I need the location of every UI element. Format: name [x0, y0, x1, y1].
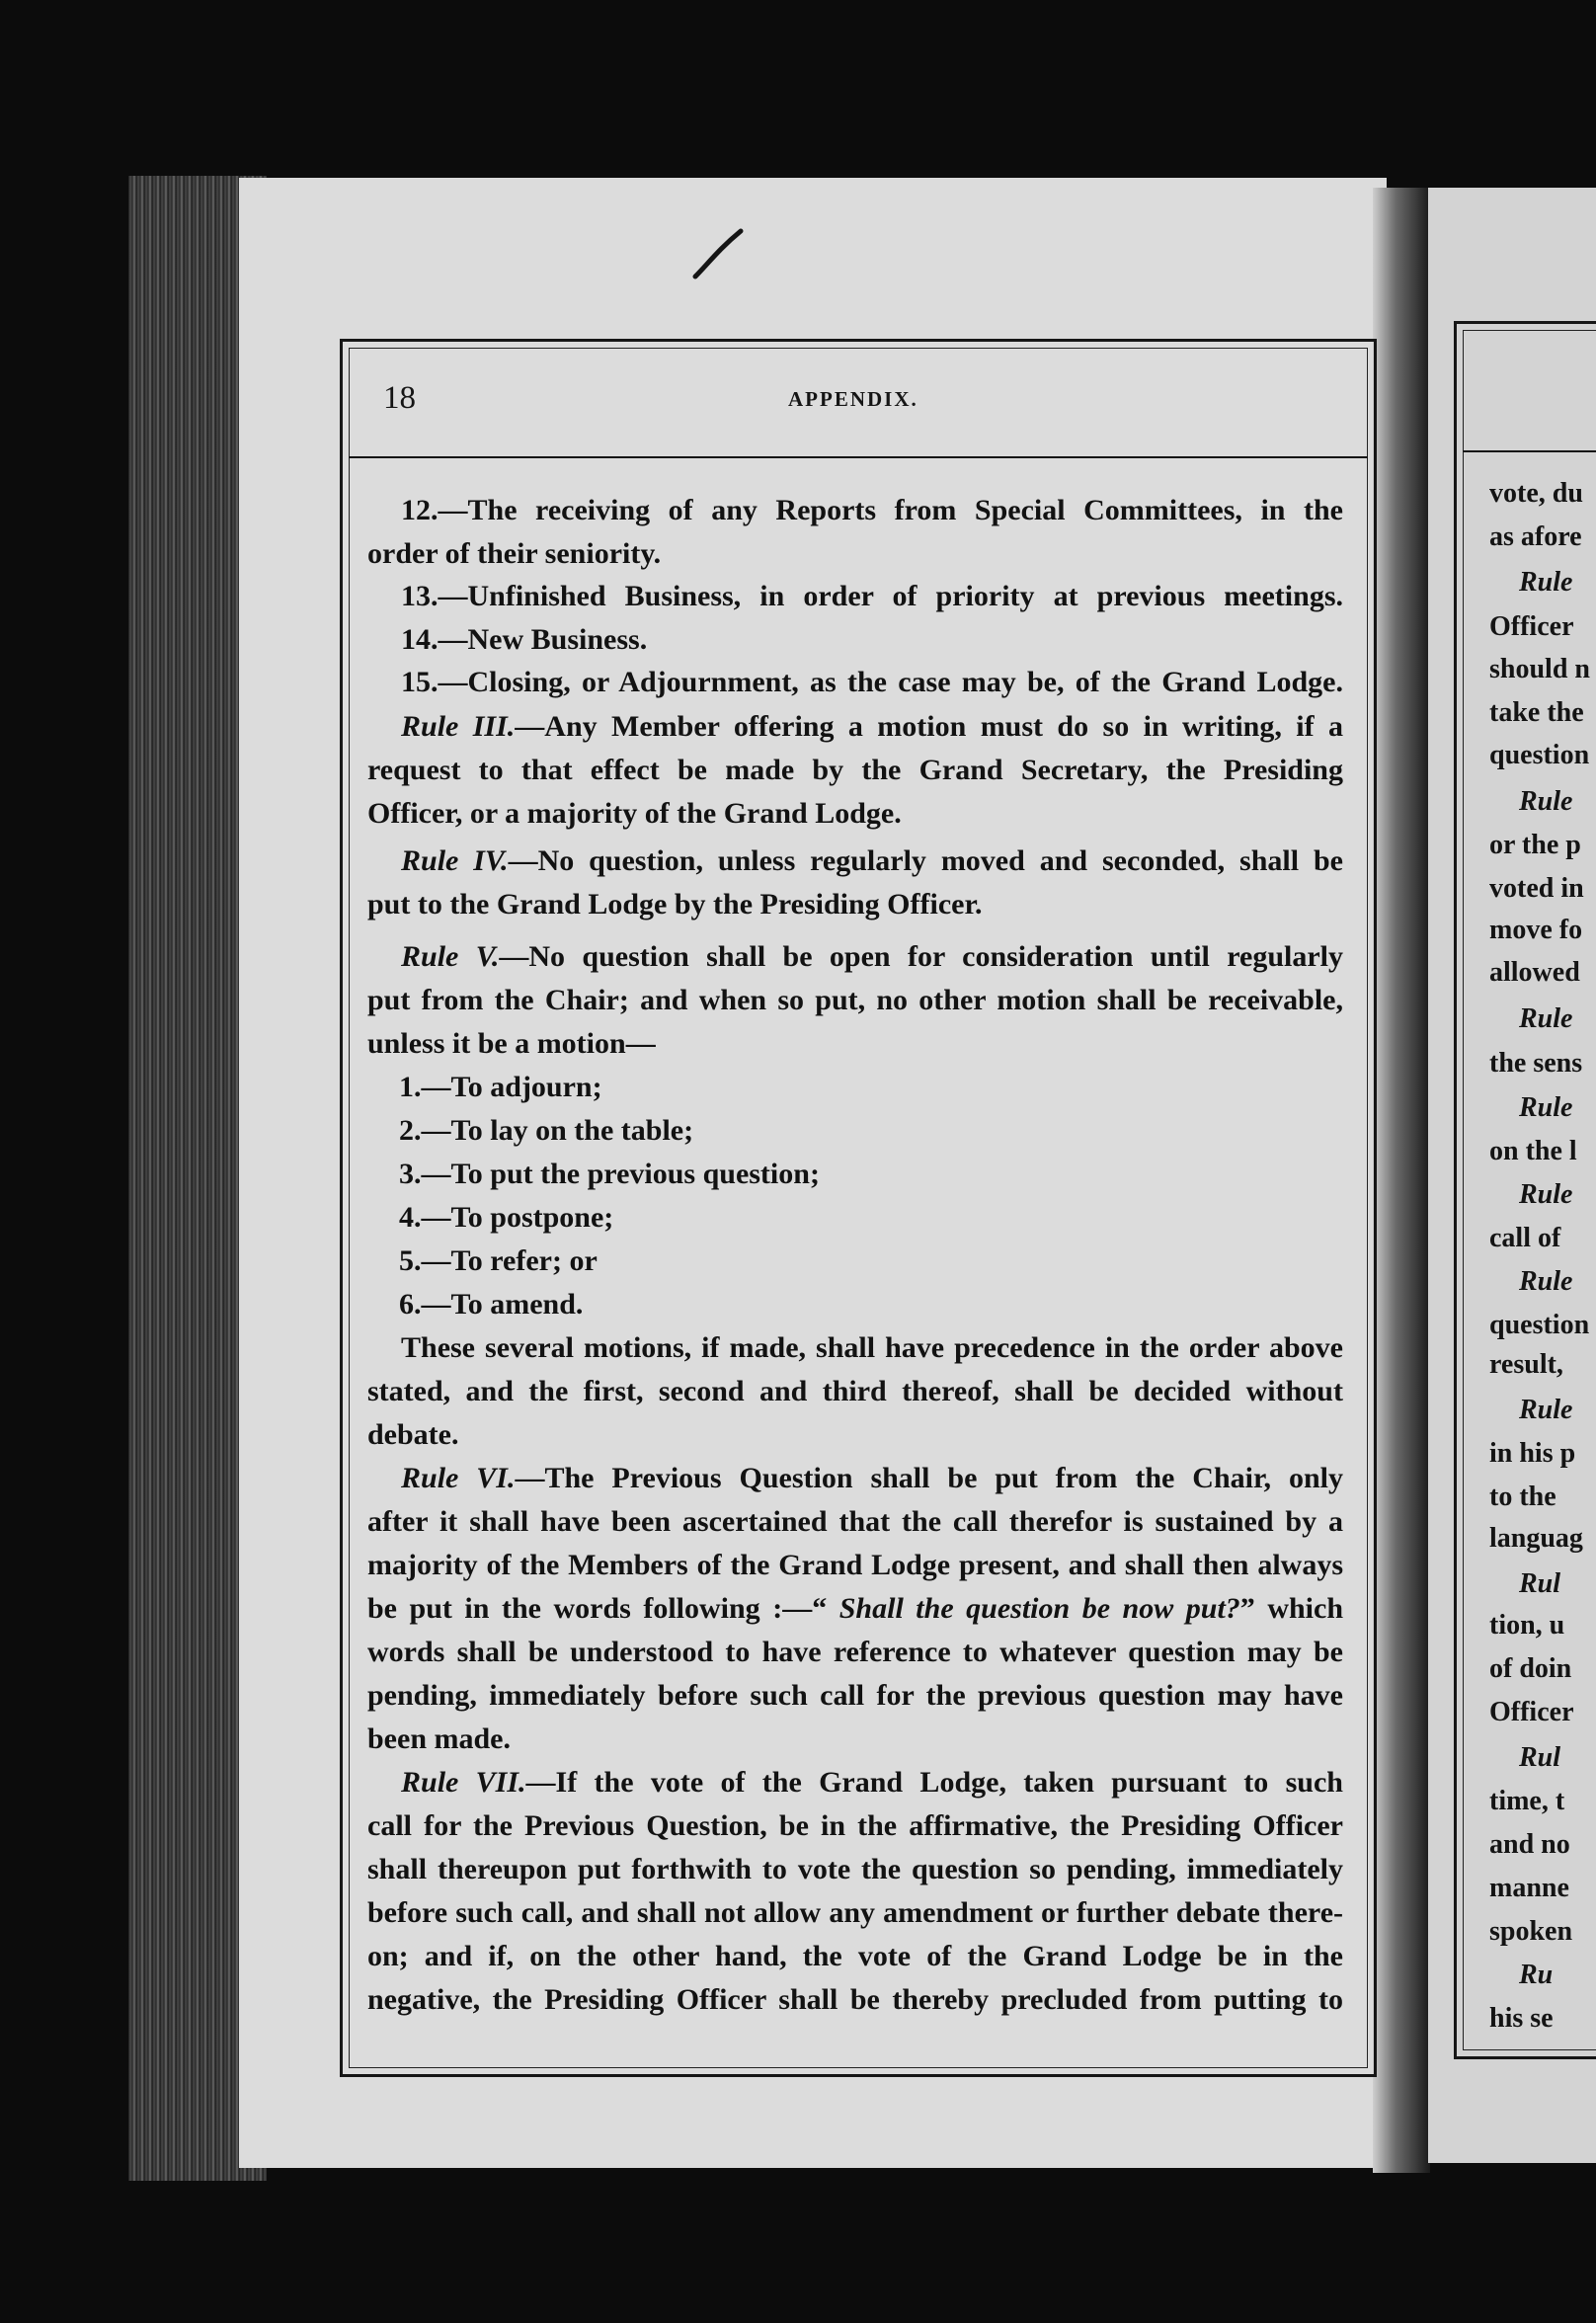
facing-line: call of [1489, 1223, 1561, 1253]
facing-line: time, t [1489, 1786, 1565, 1816]
facing-line: Ru [1519, 1960, 1554, 1990]
facing-line: Rule [1519, 1003, 1573, 1034]
facing-line: Rule [1519, 1266, 1573, 1297]
rule-iii-line [367, 705, 1343, 749]
quoted-question: Shall the question be now put? [838, 1592, 1240, 1625]
facing-line: Rul [1519, 1742, 1561, 1773]
rule-label: Rule VI. [401, 1462, 516, 1494]
header-rule [349, 456, 1368, 458]
quote-line [367, 1587, 1343, 1631]
facing-line: or the p [1489, 830, 1581, 860]
text-line: words shall be understood to have reference to whatever question may be [367, 1636, 1343, 1668]
text-line: debate. [367, 1418, 459, 1451]
facing-line: on the l [1489, 1136, 1577, 1166]
rule-label: Rule IV. [401, 844, 509, 877]
rule-text: —Any Member offering a motion must do so in writing, if a [515, 710, 1343, 743]
text-line: unless it be a motion— [367, 1027, 656, 1060]
gutter-shadow [1373, 188, 1430, 2173]
facing-line: manne [1489, 1873, 1569, 1903]
facing-line: Rule [1519, 567, 1573, 598]
facing-line: take the [1489, 697, 1584, 728]
facing-line: and no [1489, 1829, 1570, 1860]
facing-page-header-rule [1463, 450, 1596, 452]
rule-text: —No question, unless regularly moved and seconded, shall be [508, 844, 1343, 877]
text-line: after it shall have been ascertained that the call therefor is sustained by a [367, 1505, 1343, 1538]
text-line: been made. [367, 1722, 511, 1755]
text-line: request to that effect be made by the Grand Secretary, the Presiding [367, 754, 1343, 786]
facing-line: Officer [1489, 611, 1574, 642]
rule-vii-line [367, 1761, 1343, 1804]
text-line: before such call, and shall not allow any amendment or further debate there- [367, 1896, 1343, 1929]
facing-line: question [1489, 1310, 1590, 1340]
rule-label: Rule V. [401, 940, 500, 973]
facing-line: Rule [1519, 786, 1573, 817]
facing-line: Rule [1519, 1092, 1573, 1123]
text-line: shall thereupon put forthwith to vote the question so pending, immediately [367, 1853, 1343, 1885]
facing-line: languag [1489, 1523, 1583, 1554]
list-item: 2.—To lay on the table; [399, 1114, 694, 1147]
facing-line: question [1489, 740, 1590, 770]
running-head: APPENDIX. [788, 387, 918, 411]
facing-line: as afore [1489, 521, 1582, 552]
rule-text: —The Previous Question shall be put from the Chair, only [515, 1462, 1344, 1494]
facing-line: his se [1489, 2003, 1554, 2034]
text-line: 13.—Unfinished Business, in order of priority at previous meetings. [401, 580, 1343, 612]
facing-line: Rule [1519, 1179, 1573, 1210]
list-item: 1.—To adjourn; [399, 1071, 602, 1103]
rule-text: —If the vote of the Grand Lodge, taken pursuant to such [525, 1766, 1343, 1799]
text-line: pending, immediately before such call for the previous question may have [367, 1679, 1343, 1712]
facing-line: of doin [1489, 1653, 1572, 1684]
facing-line: to the [1489, 1482, 1556, 1512]
text-line: 15.—Closing, or Adjournment, as the case may be, of the Grand Lodge. [401, 666, 1343, 698]
facing-line: Officer [1489, 1697, 1574, 1727]
rule-label: Rule VII. [401, 1766, 526, 1799]
facing-line: allowed [1489, 957, 1580, 988]
list-item: 6.—To amend. [399, 1288, 584, 1321]
rule-vi-line [367, 1457, 1343, 1500]
text-line: 12.—The receiving of any Reports from Special Committees, in the [401, 494, 1343, 526]
facing-line: tion, u [1489, 1610, 1565, 1641]
facing-line: vote, du [1489, 478, 1583, 509]
facing-line: spoken [1489, 1916, 1573, 1947]
facing-line: Rul [1519, 1568, 1561, 1599]
text-fragment: be put in the words following :—“ [367, 1592, 839, 1625]
rule-text: —No question shall be open for consideration until regularly [499, 940, 1343, 973]
text-line: call for the Previous Question, be in the affirmative, the Presiding Officer [367, 1809, 1343, 1842]
pen-mark [689, 225, 749, 284]
text-line: on; and if, on the other hand, the vote of the Grand Lodge be in the [367, 1940, 1343, 1972]
facing-line: voted in [1489, 873, 1584, 904]
text-line: 14.—New Business. [401, 623, 648, 656]
facing-line: in his p [1489, 1438, 1576, 1469]
facing-line: move fo [1489, 915, 1583, 945]
text-line: negative, the Presiding Officer shall be thereby precluded from putting to [367, 1983, 1343, 2016]
list-item: 3.—To put the previous question; [399, 1158, 820, 1190]
text-line: stated, and the first, second and third thereof, shall be decided without [367, 1375, 1343, 1407]
rule-label: Rule III. [401, 710, 516, 743]
facing-line: should n [1489, 654, 1590, 684]
facing-line: the sens [1489, 1048, 1583, 1079]
page-number: 18 [383, 380, 416, 416]
text-line: put to the Grand Lodge by the Presiding Officer. [367, 888, 983, 921]
text-line: majority of the Members of the Grand Lodge present, and shall then always [367, 1549, 1343, 1581]
list-item: 5.—To refer; or [399, 1244, 598, 1277]
text-line: put from the Chair; and when so put, no other motion shall be receivable, [367, 984, 1343, 1016]
text-line: order of their seniority. [367, 537, 662, 570]
facing-line: result, [1489, 1349, 1563, 1380]
facing-line: Rule [1519, 1395, 1573, 1425]
text-line: Officer, or a majority of the Grand Lodge. [367, 797, 902, 830]
rule-iv-line [367, 840, 1343, 883]
rule-v-line [367, 935, 1343, 979]
text-fragment: ” which [1239, 1592, 1344, 1625]
text-line: These several motions, if made, shall have precedence in the order above [401, 1331, 1343, 1364]
list-item: 4.—To postpone; [399, 1201, 614, 1234]
